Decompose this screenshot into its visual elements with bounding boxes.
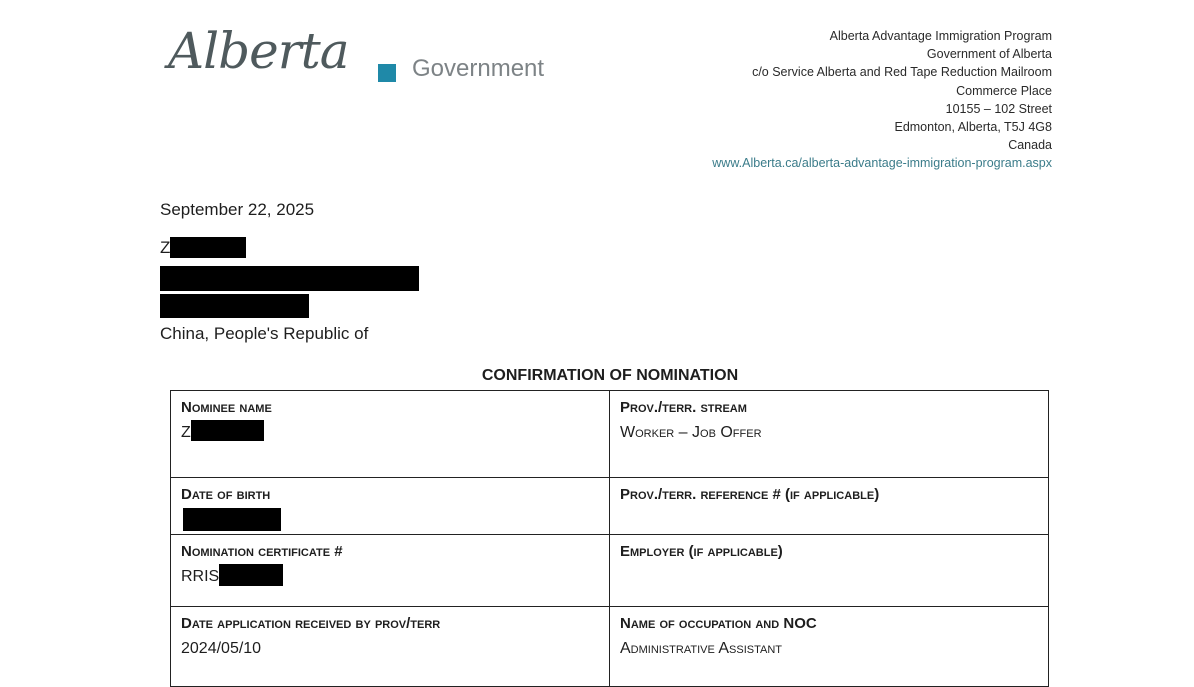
logo-government-text: Government: [412, 55, 545, 82]
redaction-bar: [219, 564, 283, 586]
nominee-name-value: [181, 421, 599, 445]
employer-label: Employer (if applicable): [620, 543, 783, 560]
received-date-value: 2024/05/10: [181, 640, 262, 657]
stream-label: Prov./terr. stream: [620, 399, 747, 416]
nominee-initial: Z: [181, 424, 191, 441]
recipient-initial: Z: [160, 238, 171, 257]
reference-cell: [610, 478, 1049, 535]
address-line: Government of Alberta: [926, 47, 1052, 62]
logo-square-mark: [378, 64, 396, 82]
letter-date: September 22, 2025: [160, 200, 315, 219]
recipient-country: China, People's Republic of: [160, 324, 369, 343]
address-line: c/o Service Alberta and Red Tape Reduction Mailroom: [752, 65, 1052, 80]
address-line: Edmonton, Alberta, T5J 4G8: [894, 120, 1052, 135]
address-line: Commerce Place: [956, 83, 1052, 98]
certificate-label: Nomination certificate #: [181, 543, 343, 560]
certificate-cell: [171, 535, 610, 607]
nominee-name-label: Nominee name: [181, 399, 272, 416]
address-line: 10155 – 102 Street: [945, 101, 1052, 116]
stream-value: Worker – Job Offer: [620, 424, 762, 441]
certificate-value: [181, 565, 599, 589]
redaction-bar: [183, 508, 281, 531]
dob-label: Date of birth: [181, 486, 271, 503]
program-website-link[interactable]: www.Alberta.ca/alberta-advantage-immigration-program.aspx: [712, 156, 1052, 171]
received-date-label: Date application received by prov/terr: [181, 615, 441, 632]
nomination-table: [170, 390, 1049, 687]
reference-label: Prov./terr. reference # (if applicable): [620, 486, 880, 503]
redaction-bar: [160, 266, 419, 291]
recipient-address-line: [160, 294, 309, 318]
occupation-value: Administrative Assistant: [620, 640, 783, 657]
logo-wordmark: Alberta: [168, 22, 349, 80]
occupation-label: Name of occupation and NOC: [620, 615, 817, 632]
address-line: Canada: [1008, 138, 1052, 153]
address-line: Alberta Advantage Immigration Program: [829, 29, 1052, 43]
recipient-address-line: [160, 266, 419, 291]
redaction-bar: [170, 237, 246, 258]
recipient-name-line: [160, 238, 246, 258]
nominee-name-cell: [171, 391, 610, 478]
form-title: CONFIRMATION OF NOMINATION: [481, 367, 739, 384]
occupation-cell: [610, 607, 1049, 687]
dob-cell: [171, 478, 610, 535]
received-date-cell: [171, 607, 610, 687]
stream-cell: [610, 391, 1049, 478]
certificate-prefix: RRIS: [181, 568, 220, 585]
redaction-bar: [160, 294, 309, 318]
dob-value: [181, 508, 599, 532]
redaction-bar: [191, 420, 264, 441]
employer-cell: [610, 535, 1049, 607]
sender-address: [712, 27, 1052, 173]
